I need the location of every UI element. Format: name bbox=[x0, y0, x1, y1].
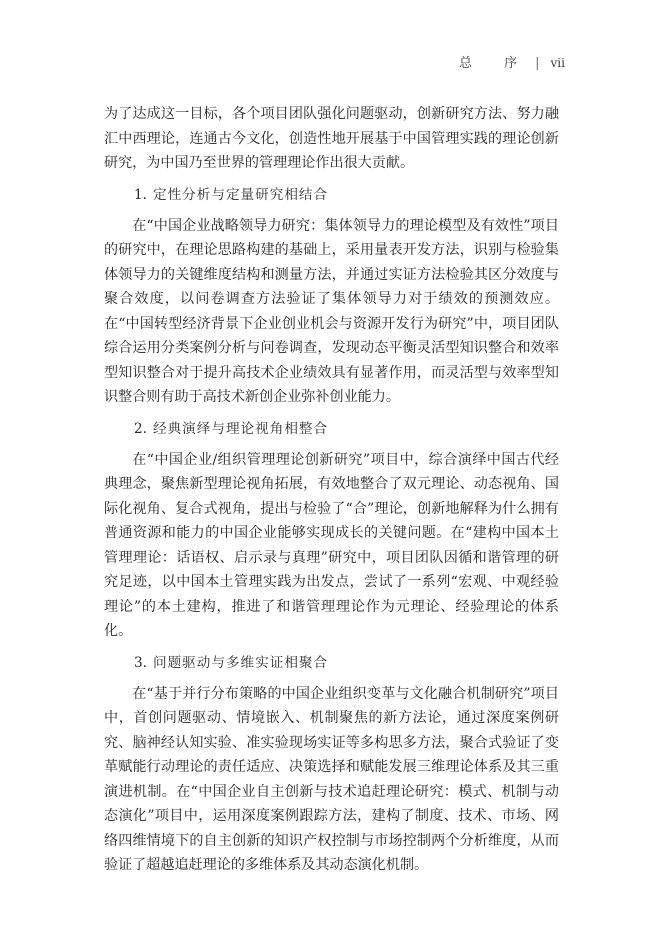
section-body-1: 在“中国企业战略领导力研究：集体领导力的理论模型及有效性”项目的研究中，在理论思路构建的基础上，采用量表开发方法，识别与检验集体领导力的关键维度结构和测量方法，并通过实证方法检验其区分效度与聚合效度，以问卷调查方法验证了集体领导力对于绩效的预测效应。在“中国转型经济背景下企业创业机会与资源开发行为研究”中，项目团队综合运用分类案例分析与问卷调查，发现动态平衡灵活型知识整合和效率型知识整合对于提升高技术企业绩效具有显著作用，而灵活型与效率型知识整合则有助于高技术新创企业弥补创业能力。 bbox=[104, 217, 559, 405]
section-heading-3 bbox=[104, 651, 559, 675]
intro-paragraph: 为了达成这一目标，各个项目团队强化问题驱动，创新研究方法、努力融汇中西理论，连通古今文化，创造性地开展基于中国管理实践的理论创新研究，为中国乃至世界的管理理论作出很大贡献。 bbox=[104, 106, 559, 171]
section-heading-1 bbox=[104, 183, 559, 207]
section-heading-2 bbox=[104, 417, 559, 441]
header-separator: | bbox=[535, 56, 541, 71]
header-title: 总 序 bbox=[459, 56, 532, 71]
section-title-1: 定性分析与定量研究相结合 bbox=[152, 186, 329, 203]
section-title-3: 问题驱动与多维实证相聚合 bbox=[152, 654, 329, 671]
section-title-2: 经典演绎与理论视角相整合 bbox=[152, 420, 329, 437]
section-number-2: 2. bbox=[134, 420, 147, 437]
running-header bbox=[459, 53, 565, 74]
page-number: vii bbox=[550, 56, 565, 70]
page-body bbox=[104, 102, 559, 878]
section-number-3: 3. bbox=[134, 654, 147, 671]
section-body-2: 在“中国企业/组织管理理论创新研究”项目中，综合演绎中国古代经典理念，聚焦新型理论视角拓展，有效地整合了双元理论、动态视角、国际化视角、复合式视角，提出与检验了“合”理论，创新地解释为什么拥有普通资源和能力的中国企业能够实现成长的关键问题。在“建构中国本土管理理论：话语权、启示录与真理”研究中，项目团队因循和谐管理的研究足迹，以中国本土管理实践为出发点，尝试了一系列“宏观、中观经验理论”的本土建构，推进了和谐管理理论作为元理论、经验理论的体系化。 bbox=[104, 451, 559, 639]
section-body-3: 在“基于并行分布策略的中国企业组织变革与文化融合机制研究”项目中，首创问题驱动、情境嵌入、机制聚焦的新方法论，通过深度案例研究、脑神经认知实验、准实验现场实证等多构思多方法，聚合式验证了变革赋能行动理论的责任适应、决策选择和赋能发展三维理论体系及其三重演进机制。在“中国企业自主创新与技术追赶理论研究：模式、机制与动态演化”项目中，运用深度案例跟踪方法，建构了制度、技术、市场、网络四维情境下的自主创新的知识产权控制与市场控制两个分析维度，从而验证了超越追赶理论的多维体系及其动态演化机制。 bbox=[104, 685, 559, 873]
section-number-1: 1. bbox=[134, 186, 147, 203]
